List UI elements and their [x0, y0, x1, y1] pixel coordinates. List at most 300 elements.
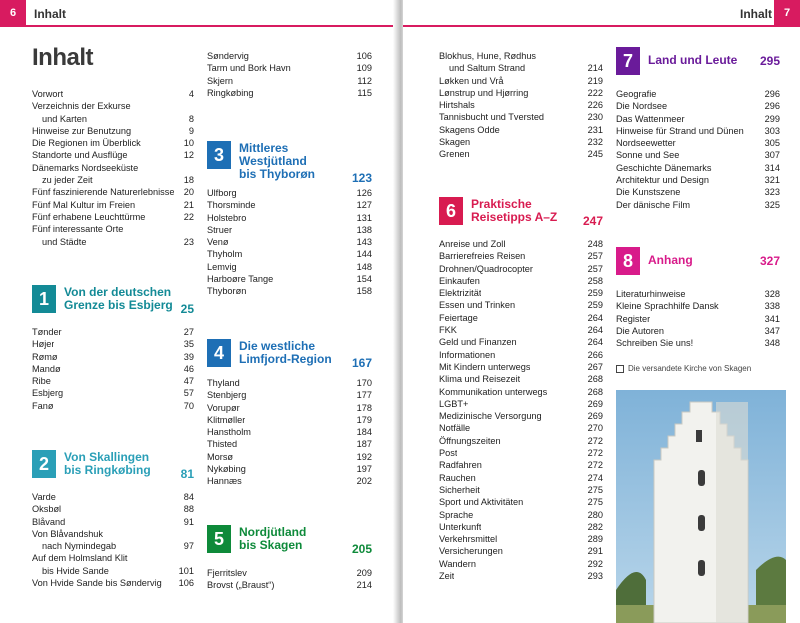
toc-entry-page: 214 [587, 63, 603, 74]
toc-entry-title: Nordseewetter [616, 138, 676, 149]
toc-entry-title: Sport und Aktivitäten [439, 497, 524, 508]
toc-entry-title: Klitmøller [207, 414, 246, 425]
toc-entry-page [599, 50, 603, 62]
toc-entry-page: 209 [356, 568, 372, 578]
toc-entry-title: Versicherungen [439, 546, 503, 557]
toc-entry [616, 113, 780, 125]
toc-entry-title: Fanø [32, 400, 54, 411]
toc-entry-page: 192 [356, 451, 372, 462]
toc-entry [439, 263, 603, 275]
toc-entry-title: Højer [32, 339, 55, 350]
toc-entry-page: 112 [357, 75, 372, 86]
toc-entry-page: 347 [764, 325, 780, 336]
toc-entry [616, 337, 780, 349]
section-title-line: Land und Leute [648, 53, 738, 67]
toc-entry-page: 126 [356, 188, 372, 198]
toc-entry-title: Stenbjerg [207, 390, 247, 401]
toc-entry-page: 4 [188, 89, 194, 99]
toc-entry-title: Ringkøbing [207, 87, 254, 98]
toc-entry [439, 459, 603, 471]
section-page-number: 167 [351, 356, 372, 370]
toc-entry [207, 579, 372, 591]
toc-entry-page: 328 [764, 289, 780, 299]
toc-entry-page: 179 [356, 414, 372, 425]
page-title: Inhalt [32, 44, 93, 71]
toc-entry-page: 293 [587, 571, 603, 582]
toc-entry [616, 137, 780, 149]
toc-entry [439, 361, 603, 373]
photo-caption-text: Die versandete Kirche von Skagen [628, 364, 752, 373]
toc-entry-page: 264 [587, 337, 603, 348]
section-3-heading [207, 141, 372, 185]
toc-entry-page: 202 [356, 476, 372, 487]
toc-entry-title: Vorwort [32, 89, 64, 99]
toc-entry-title: Informationen [439, 349, 496, 360]
toc-entry-page: 299 [764, 113, 780, 124]
section-title-line: Reisetipps A–Z [471, 210, 558, 224]
toc-entry-page: 321 [764, 175, 780, 186]
toc-entry-title: Søndervig [207, 51, 249, 61]
section-number-badge: 7 [616, 47, 640, 75]
toc-entry-title: Tarm und Bork Havn [207, 63, 291, 74]
toc-entry [439, 62, 603, 74]
toc-entry [616, 174, 780, 186]
toc-entry-page: 106 [356, 51, 372, 61]
toc-entry [616, 313, 780, 325]
toc-entry [32, 552, 194, 564]
section-4-list [207, 377, 372, 488]
section-8-list [616, 288, 780, 349]
section-title-line: bis Thyborøn [239, 167, 315, 181]
toc-entry [32, 223, 194, 235]
toc-entry-page: 272 [587, 435, 603, 446]
toc-entry-page: 39 [183, 351, 194, 362]
toc-entry [207, 402, 372, 414]
toc-entry-title: Oksbøl [32, 504, 62, 515]
toc-entry-title: Mit Kindern unterwegs [439, 361, 531, 372]
toc-entry-title: Dänemarks Nordseeküste [32, 162, 139, 173]
toc-entry [32, 387, 194, 399]
section-5-heading [207, 525, 372, 561]
toc-entry [616, 88, 780, 100]
toc-entry-title: Radfahren [439, 460, 482, 471]
toc-entry-page: 325 [764, 199, 780, 210]
section-5-list [207, 567, 372, 592]
toc-entry [32, 375, 194, 387]
toc-entry-page: 275 [587, 497, 603, 508]
toc-entry [439, 136, 603, 148]
toc-entry [207, 567, 372, 579]
toc-entry-title: Hanstholm [207, 427, 251, 438]
toc-entry-page: 23 [183, 236, 194, 247]
toc-entry [439, 75, 603, 87]
toc-entry [32, 351, 194, 363]
toc-entry [616, 100, 780, 112]
section-page-number: 247 [582, 214, 603, 228]
toc-entry-title: Thyborøn [207, 286, 247, 297]
toc-entry [439, 496, 603, 508]
left-header [0, 0, 397, 26]
toc-entry-page: 184 [356, 427, 372, 438]
toc-entry [439, 545, 603, 557]
toc-entry-title: Feiertage [439, 312, 478, 323]
section-title-line: Von Skallingen [64, 450, 150, 464]
photo-caption [616, 364, 751, 373]
toc-entry [32, 516, 194, 528]
section-number-badge: 2 [32, 450, 56, 478]
toc-entry-title: Vorupør [207, 402, 240, 413]
toc-entry-title: Geografie [616, 89, 657, 99]
toc-entry [32, 88, 194, 100]
toc-entry [32, 100, 194, 112]
section-title-line: Nordjütland [239, 525, 307, 539]
toc-entry-page: 296 [764, 89, 780, 99]
toc-entry [207, 389, 372, 401]
toc-entry [439, 238, 603, 250]
section-1-heading [32, 285, 194, 321]
section-title [239, 142, 315, 181]
toc-entry-page: 289 [587, 534, 603, 545]
toc-entry-title: LGBT+ [439, 398, 469, 409]
toc-entry [207, 451, 372, 463]
toc-entry-page: 106 [178, 578, 194, 589]
toc-entry-page: 47 [183, 376, 194, 387]
toc-entry-title: Die Nordsee [616, 101, 668, 112]
toc-entry-page: 231 [587, 124, 603, 135]
toc-entry [439, 299, 603, 311]
section-title [648, 54, 737, 67]
toc-entry-title: Sonne und See [616, 150, 680, 161]
section-page-number: 81 [180, 467, 194, 481]
toc-entry-title: Essen und Trinken [439, 300, 516, 311]
toc-entry-title: Kleine Sprachhilfe Dansk [616, 301, 719, 312]
toc-entry [207, 438, 372, 450]
toc-entry-title: Thyland [207, 378, 240, 388]
toc-entry [207, 199, 372, 211]
toc-entry-title: Sprache [439, 509, 474, 520]
toc-entry-page: 272 [587, 460, 603, 471]
toc-entry-title: Fünf interessante Orte [32, 224, 124, 235]
toc-entry [207, 426, 372, 438]
toc-entry-title: Einkaufen [439, 275, 480, 286]
toc-entry [207, 50, 372, 62]
toc-entry [32, 186, 194, 198]
toc-entry [439, 570, 603, 582]
toc-entry [439, 558, 603, 570]
toc-entry-page: 115 [357, 87, 372, 98]
right-header-title: Inhalt [740, 7, 772, 21]
section-page-number: 123 [351, 171, 372, 185]
toc-entry-title: Løkken und Vrå [439, 75, 504, 86]
toc-entry [616, 288, 780, 300]
right-header [403, 0, 800, 26]
section-title-line: Grenze bis Esbjerg [64, 298, 173, 312]
toc-entry-title: Rauchen [439, 472, 476, 483]
toc-entry-page: 177 [356, 390, 372, 401]
toc-entry-page: 268 [587, 386, 603, 397]
toc-entry-page: 21 [183, 199, 194, 210]
section-title-line: Anhang [648, 253, 693, 267]
toc-entry-page: 84 [183, 492, 194, 502]
toc-entry [32, 491, 194, 503]
toc-entry-title: Die Autoren [616, 325, 665, 336]
toc-entry-title: Von Blåvandshuk [32, 528, 104, 539]
toc-entry-title: Öffnungszeiten [439, 435, 501, 446]
section-number-badge: 6 [439, 197, 463, 225]
toc-entry-page: 222 [587, 87, 603, 98]
toc-entry-page [190, 162, 194, 174]
toc-entry-title: Verkehrsmittel [439, 534, 498, 545]
section-4-heading [207, 339, 372, 375]
section-title-line: Die westliche [239, 339, 316, 353]
toc-entry-title: Zeit [439, 571, 455, 582]
toc-entry-page: 35 [183, 339, 194, 350]
toc-entry-title: Skagens Odde [439, 124, 500, 135]
toc-entry-page: 144 [356, 249, 372, 260]
toc-entry-page: 272 [587, 448, 603, 459]
toc-entry-page: 257 [587, 251, 603, 262]
toc-entry-title: Kommunikation unterwegs [439, 386, 548, 397]
toc-entry-title: Struer [207, 224, 233, 235]
toc-entry [32, 338, 194, 350]
toc-entry-page: 270 [587, 423, 603, 434]
toc-entry-page: 12 [183, 150, 194, 161]
toc-entry [32, 236, 194, 248]
toc-entry-page: 158 [356, 286, 372, 297]
toc-entry [439, 336, 603, 348]
section-title [239, 340, 332, 366]
toc-entry-title: Mandø [32, 363, 61, 374]
toc-entry-title: Ulfborg [207, 188, 237, 198]
toc-entry-title: Klima und Reisezeit [439, 374, 521, 385]
toc-entry-page: 46 [183, 363, 194, 374]
toc-entry-title: Anreise und Zoll [439, 239, 506, 249]
toc-entry-page: 27 [183, 327, 194, 337]
toc-entry [439, 124, 603, 136]
toc-entry [616, 300, 780, 312]
toc-entry [207, 187, 372, 199]
section-5-continued-list [439, 50, 603, 161]
toc-entry-page: 267 [587, 361, 603, 372]
toc-entry-page: 154 [356, 274, 372, 285]
toc-entry-title: Skjern [207, 75, 234, 86]
section-title-line: Mittleres [239, 141, 289, 155]
toc-entry-title: Harboøre Tange [207, 274, 274, 285]
toc-entry [439, 312, 603, 324]
left-page [0, 0, 397, 623]
toc-entry-page: 314 [764, 162, 780, 173]
toc-entry [207, 261, 372, 273]
toc-entry-title: Blokhus, Hune, Rødhus [439, 51, 537, 61]
toc-entry-title: Architektur und Design [616, 175, 709, 186]
toc-entry [439, 50, 603, 62]
toc-entry-title: Elektrizität [439, 288, 482, 299]
section-6-heading [439, 197, 603, 233]
toc-entry [207, 475, 372, 487]
toc-entry-title: Notfälle [439, 423, 471, 434]
section-title-line: Von der deutschen [64, 285, 172, 299]
toc-entry-page [190, 100, 194, 112]
toc-entry [439, 472, 603, 484]
toc-entry-page: 257 [587, 263, 603, 274]
toc-entry-title: Lemvig [207, 261, 237, 272]
section-title-line: Limfjord-Region [239, 352, 332, 366]
toc-entry-title: Nykøbing [207, 464, 246, 475]
toc-entry-page: 274 [587, 472, 603, 483]
toc-entry-title: Verzeichnis der Exkurse [32, 101, 131, 112]
toc-entry-title: Fünf faszinierende Naturerlebnisse [32, 187, 175, 198]
section-title [239, 526, 306, 552]
toc-entry-page: 226 [587, 100, 603, 111]
toc-entry [616, 186, 780, 198]
section-title [471, 198, 557, 224]
section-title-line: Westjütland [239, 154, 307, 168]
toc-entry [207, 248, 372, 260]
toc-entry-title: Thorsminde [207, 200, 256, 211]
toc-entry-page: 91 [183, 516, 194, 527]
section-number-badge: 5 [207, 525, 231, 553]
section-title [648, 254, 693, 267]
section-3-list [207, 187, 372, 298]
toc-entry [207, 273, 372, 285]
toc-entry [439, 398, 603, 410]
section-title-line: bis Ringkøbing [64, 463, 151, 477]
toc-entry-title: Morsø [207, 451, 234, 462]
toc-entry-title: Fünf Mal Kultur im Freien [32, 199, 136, 210]
toc-entry-title: Post [439, 448, 458, 459]
toc-entry [439, 349, 603, 361]
toc-entry-page: 303 [764, 125, 780, 136]
toc-entry-title: Geschichte Dänemarks [616, 162, 712, 173]
toc-entry-page: 307 [764, 150, 780, 161]
toc-entry-page: 275 [587, 484, 603, 495]
toc-entry-title: Ribe [32, 376, 51, 387]
toc-entry-title: Thyholm [207, 249, 243, 260]
toc-entry-page: 18 [183, 175, 194, 186]
toc-entry-page: 338 [764, 301, 780, 312]
toc-entry [616, 325, 780, 337]
toc-entry-page: 57 [183, 388, 194, 399]
toc-entry [616, 199, 780, 211]
toc-entry-page: 292 [587, 558, 603, 569]
toc-entry-title: Auf dem Holmsland Klit [32, 553, 128, 564]
toc-entry-title: Hinweise für Strand und Dünen [616, 125, 744, 136]
toc-entry-page: 305 [764, 138, 780, 149]
toc-entry [439, 447, 603, 459]
toc-entry-page: 280 [587, 509, 603, 520]
toc-entry-title: Lønstrup und Hjørring [439, 87, 529, 98]
toc-entry [439, 521, 603, 533]
toc-entry-title: Schreiben Sie uns! [616, 338, 694, 349]
toc-entry [616, 162, 780, 174]
toc-entry [207, 224, 372, 236]
toc-entry [32, 149, 194, 161]
toc-entry-page: 266 [587, 349, 603, 360]
toc-entry-title: und Städte [42, 236, 87, 247]
toc-entry-page: 148 [356, 261, 372, 272]
toc-entry-page: 291 [587, 546, 603, 557]
toc-entry-page: 187 [356, 439, 372, 450]
toc-entry-title: Holstebro [207, 212, 247, 223]
toc-entry-page: 269 [587, 411, 603, 422]
toc-entry [32, 528, 194, 540]
section-title-line: bis Skagen [239, 538, 303, 552]
section-8-heading [616, 247, 780, 283]
right-page [403, 0, 800, 623]
toc-entry-page [190, 552, 194, 564]
toc-entry [32, 211, 194, 223]
toc-entry-title: Esbjerg [32, 388, 64, 399]
section-number-badge: 8 [616, 247, 640, 275]
toc-entry-page: 97 [183, 541, 194, 552]
toc-entry [207, 463, 372, 475]
toc-entry-page: 264 [587, 312, 603, 323]
toc-entry-title: Standorte und Ausflüge [32, 150, 128, 161]
section-page-number: 327 [759, 254, 780, 268]
toc-entry-page: 245 [587, 149, 603, 160]
toc-entry [207, 236, 372, 248]
section-number-badge: 1 [32, 285, 56, 313]
toc-entry-title: Drohnen/Quadrocopter [439, 263, 533, 274]
left-page-number: 6 [0, 0, 26, 26]
toc-entry [32, 540, 194, 552]
toc-entry-page: 269 [587, 398, 603, 409]
section-title-line: Praktische [471, 197, 532, 211]
toc-entry-page: 101 [178, 565, 194, 576]
toc-entry-title: zu jeder Zeit [42, 175, 93, 186]
toc-entry [32, 162, 194, 174]
toc-entry [32, 503, 194, 515]
toc-entry-title: Fünf erhabene Leuchttürme [32, 211, 146, 222]
toc-entry [32, 326, 194, 338]
toc-entry-title: Die Kunstszene [616, 187, 681, 198]
toc-entry-page: 9 [188, 125, 194, 136]
toc-entry-page: 197 [356, 464, 372, 475]
toc-entry-title: bis Hvide Sande [42, 565, 109, 576]
toc-entry [439, 533, 603, 545]
toc-entry-title: Grenen [439, 149, 470, 160]
toc-entry-title: Register [616, 313, 651, 324]
toc-entry-page: 259 [587, 288, 603, 299]
toc-entry [439, 250, 603, 262]
toc-entry-title: Das Wattenmeer [616, 113, 685, 124]
toc-entry [32, 400, 194, 412]
toc-entry-title: Tannisbucht und Tversted [439, 112, 545, 123]
section-6-list [439, 238, 603, 582]
toc-entry [207, 62, 372, 74]
toc-entry-title: Thisted [207, 439, 238, 450]
intro-list [32, 88, 194, 248]
toc-entry-title: Rømø [32, 351, 58, 362]
toc-entry-title: Sicherheit [439, 484, 480, 495]
toc-entry-title: Fjerritslev [207, 568, 247, 578]
toc-entry [32, 137, 194, 149]
toc-entry-title: Der dänische Film [616, 199, 691, 210]
toc-entry [439, 509, 603, 521]
toc-entry-title: Medizinische Versorgung [439, 411, 542, 422]
toc-entry-page: 296 [764, 101, 780, 112]
toc-entry-page: 88 [183, 504, 194, 515]
toc-entry-page: 143 [356, 237, 372, 248]
toc-entry-page: 22 [183, 211, 194, 222]
toc-entry [32, 565, 194, 577]
section-page-number: 25 [180, 302, 194, 316]
toc-entry-title: und Saltum Strand [449, 63, 526, 74]
toc-entry-page: 259 [587, 300, 603, 311]
toc-entry-page: 282 [587, 521, 603, 532]
toc-entry-page: 348 [764, 338, 780, 349]
toc-entry-title: Geld und Finanzen [439, 337, 517, 348]
